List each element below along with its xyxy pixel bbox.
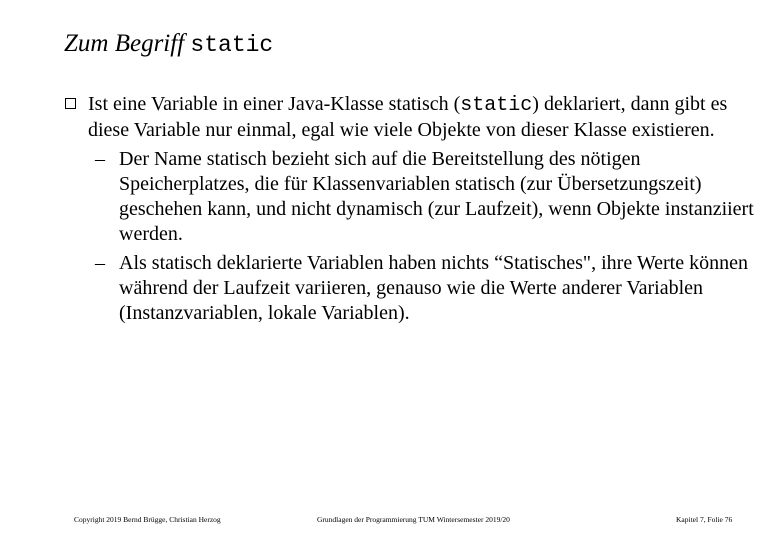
sub-bullet-text: Als statisch deklarierte Variablen haben nichts “Statisches", ihre Werte können während der Laufzeit variieren, genauso wie die Werte anderer Variablen (Instanzvariablen, lokale Variablen).	[119, 252, 748, 324]
footer-course: Grundlagen der Programmierung TUM Wintersemester 2019/20	[317, 515, 510, 524]
main-bullet	[64, 92, 754, 143]
bullet-code: static	[460, 94, 533, 117]
bullet-text-before: Ist eine Variable in einer Java-Klasse statisch (	[88, 93, 461, 115]
footer-copyright: Copyright 2019 Bernd Brügge, Christian Herzog	[74, 515, 221, 524]
sub-bullet-1	[64, 147, 754, 247]
footer-slide-ref: Kapitel 7, Folie 76	[676, 515, 733, 524]
content	[64, 92, 754, 326]
square-bullet-icon	[65, 98, 76, 109]
sub-bullet-text: Der Name statisch bezieht sich auf die Bereitstellung des nötigen Speicherplatzes, die für Klassenvariablen statisch (zur Übersetzungszeit) geschehen kann, und nicht dynamisch (zur Laufzeit), wenn Objekte instanziiert werden.	[119, 148, 754, 245]
title-code: static	[190, 32, 274, 58]
slide-title	[64, 30, 273, 58]
dash-marker: –	[95, 148, 105, 170]
bullet-text-after: ) deklariert, dann gibt es diese Variable nur einmal, egal wie viele Objekte von dieser Klasse existieren.	[88, 93, 728, 141]
dash-marker: –	[95, 252, 105, 274]
title-text: Zum Begriff	[64, 30, 191, 57]
sub-bullet-2	[64, 251, 754, 326]
